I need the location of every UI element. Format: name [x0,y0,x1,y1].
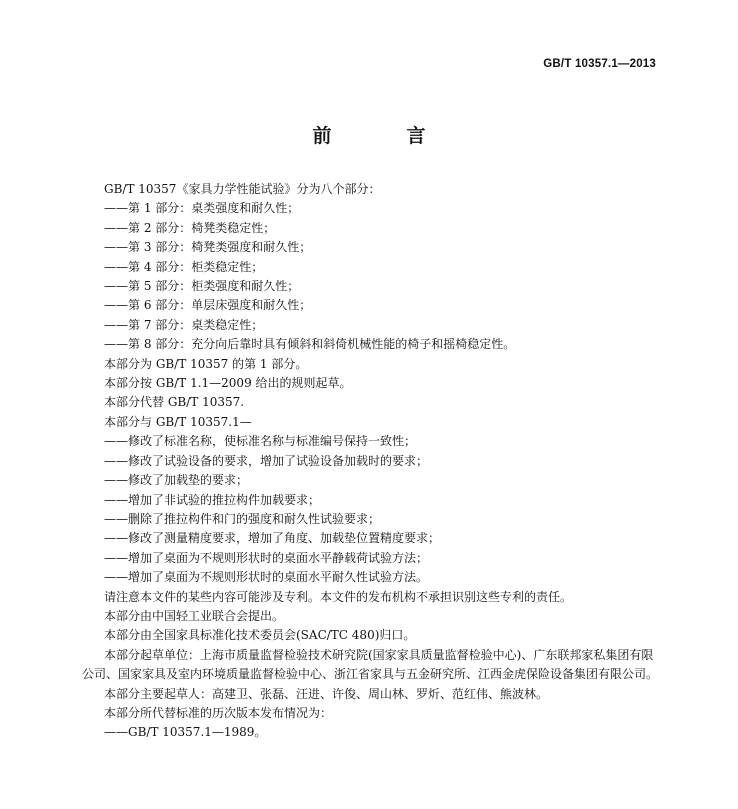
list-item-part-5: ——第 5 部分：柜类强度和耐久性； [104,279,300,294]
list-item-part-6: ——第 6 部分：单层床强度和耐久性； [104,298,312,313]
list-item-part-3: ——第 3 部分：椅凳类强度和耐久性； [104,240,312,255]
list-item-part-4: ——第 4 部分：柜类稳定性； [104,259,264,274]
paragraph-parts-intro: GB/T 10357《家具力学性能试验》分为八个部分： [104,182,381,196]
list-item-change: ——修改了标准名称，使标准名称与标准编号保持一致性； [104,434,417,449]
paragraph-proposer: 本部分由中国轻工业联合会提出。 [104,608,285,623]
paragraph-administrator: 本部分由全国家具标准化技术委员会(SAC/TC 480)归口。 [104,628,416,643]
paragraph-patent-notice: 请注意本文件的某些内容可能涉及专利。本文件的发布机构不承担识别这些专利的责任。 [104,589,573,604]
standard-code: GB/T 10357.1—2013 [543,58,656,70]
paragraph-changes-intro: 本部分与 GB/T 10357.1— [104,414,252,429]
foreword-body [82,180,662,743]
paragraph-replaces: 本部分代替 GB/T 10357. [104,395,245,410]
list-item-history: ——GB/T 10357.1—1989。 [104,725,267,740]
list-item-part-7: ——第 7 部分：桌类稳定性； [104,317,264,332]
page-title: 前 言 [312,125,454,147]
list-item-change: ——增加了非试验的推拉构件加载要求； [104,492,321,507]
list-item-change: ——增加了桌面为不规则形状时的桌面水平耐久性试验方法。 [104,570,429,585]
paragraph-part-number: 本部分为 GB/T 10357 的第 1 部分。 [104,356,308,371]
list-item-part-2: ——第 2 部分：椅凳类稳定性； [104,220,276,235]
paragraph-history-intro: 本部分所代替标准的历次版本发布情况为： [104,705,333,720]
list-item-part-1: ——第 1 部分：桌类强度和耐久性； [104,201,300,216]
list-item-change: ——修改了加载垫的要求； [104,473,249,488]
list-item-change: ——修改了试验设备的要求，增加了试验设备加载时的要求； [104,453,429,468]
list-item-change: ——增加了桌面为不规则形状时的桌面水平静载荷试验方法； [104,550,429,565]
list-item-part-8: ——第 8 部分：充分向后靠时具有倾斜和斜倚机械性能的椅子和摇椅稳定性。 [104,337,516,352]
paragraph-drafting-rules: 本部分按 GB/T 1.1—2009 给出的规则起草。 [104,376,352,391]
list-item-change: ——删除了推拉构件和门的强度和耐久性试验要求； [104,511,381,526]
paragraph-drafting-units: 本部分起草单位：上海市质量监督检验技术研究院(国家家具质量监督检验中心)、广东联邦家私集团有限公司、国家家具及室内环境质量监督检验中心、浙江省家具与五金研究所、江西金虎保险设备集团有限公司。 [82,647,659,682]
list-item-change: ——修改了测量精度要求，增加了角度、加载垫位置精度要求； [104,531,441,546]
paragraph-drafters: 本部分主要起草人：高建卫、张磊、汪进、许俊、周山林、罗炘、范红伟、熊波林。 [104,686,549,701]
